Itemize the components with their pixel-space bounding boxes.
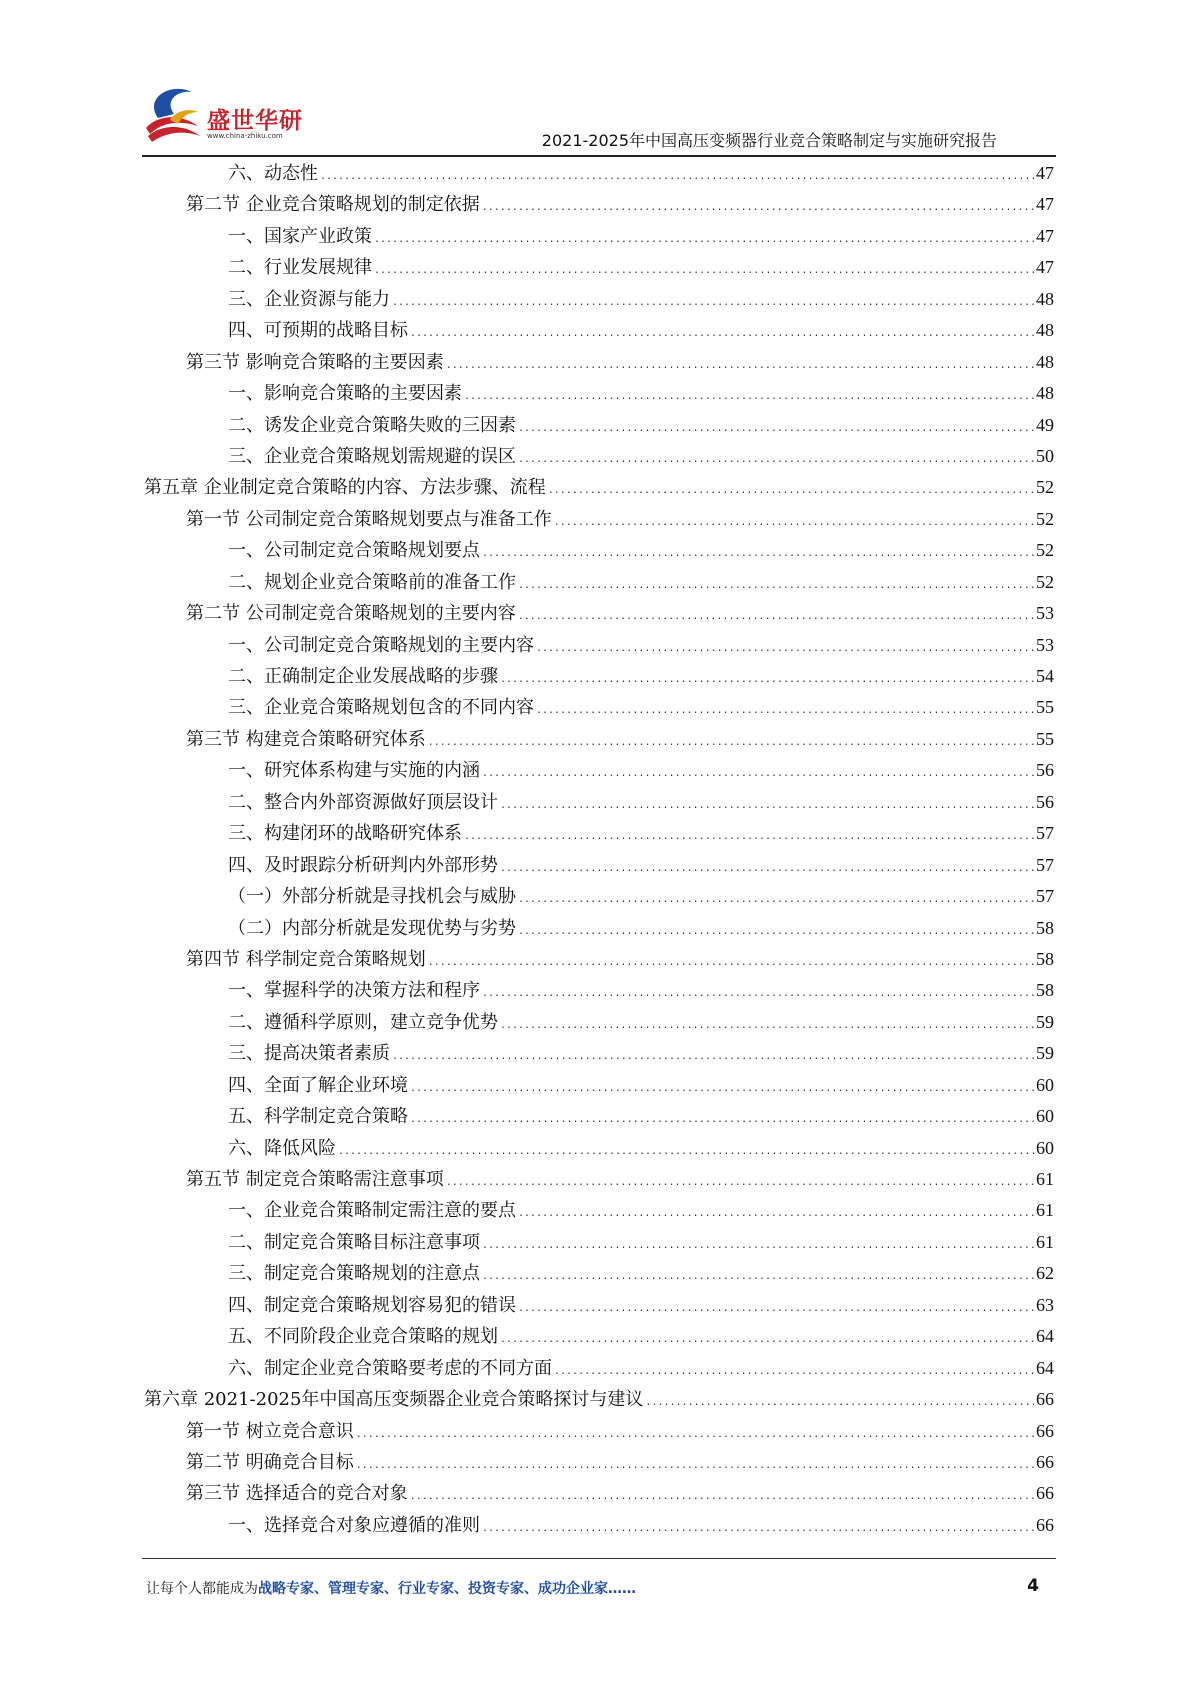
- toc-entry-title: 四、可预期的战略目标: [228, 320, 408, 342]
- toc-dot-leader: [482, 769, 1034, 779]
- toc-entry-page: 58: [1036, 917, 1054, 938]
- toc-entry[interactable]: [144, 1447, 1054, 1478]
- footer-divider: [142, 1558, 1056, 1559]
- toc-entry-title: 第三节 构建竞合策略研究体系: [186, 728, 426, 750]
- toc-entry-title: 第三节 影响竞合策略的主要因素: [186, 351, 444, 373]
- toc-entry[interactable]: [144, 787, 1054, 818]
- toc-dot-leader: [536, 706, 1034, 716]
- toc-dot-leader: [392, 1052, 1034, 1062]
- table-of-contents: [144, 158, 1054, 1541]
- toc-entry-page: 60: [1036, 1137, 1054, 1158]
- toc-entry-title: （一）外部分析就是寻找机会与威胁: [228, 886, 516, 908]
- toc-entry[interactable]: [144, 284, 1054, 315]
- toc-entry-page: 56: [1036, 791, 1054, 812]
- toc-dot-leader: [518, 581, 1034, 591]
- toc-entry[interactable]: [144, 1070, 1054, 1101]
- toc-entry[interactable]: [144, 724, 1054, 755]
- toc-dot-leader: [320, 172, 1034, 182]
- toc-entry[interactable]: [144, 1133, 1054, 1164]
- footer-slogan-prefix: 让每个人都能成为: [146, 1581, 258, 1597]
- toc-entry-page: 59: [1036, 1043, 1054, 1064]
- toc-dot-leader: [518, 1304, 1034, 1314]
- toc-dot-leader: [446, 361, 1034, 371]
- toc-entry-title: 一、公司制定竞合策略规划的主要内容: [228, 634, 534, 656]
- toc-entry-title: 二、遵循科学原则，建立竞争优势: [228, 1011, 498, 1033]
- toc-dot-leader: [410, 1492, 1034, 1502]
- toc-entry-page: 52: [1036, 477, 1054, 498]
- toc-entry-title: 四、全面了解企业环境: [228, 1074, 408, 1096]
- toc-entry-title: 一、影响竞合策略的主要因素: [228, 383, 462, 405]
- toc-entry-title: 一、研究体系构建与实施的内涵: [228, 760, 480, 782]
- toc-entry-page: 66: [1036, 1483, 1054, 1504]
- toc-entry-title: 一、选择竞合对象应遵循的准则: [228, 1514, 480, 1536]
- toc-entry-page: 48: [1036, 320, 1054, 341]
- toc-dot-leader: [518, 612, 1034, 622]
- toc-entry-page: 53: [1036, 634, 1054, 655]
- toc-entry[interactable]: [144, 1195, 1054, 1226]
- toc-dot-leader: [356, 1461, 1034, 1471]
- toc-entry[interactable]: [144, 630, 1054, 661]
- toc-entry[interactable]: [144, 850, 1054, 881]
- toc-entry[interactable]: [144, 378, 1054, 409]
- toc-entry-title: 第一节 树立竞合意识: [186, 1420, 354, 1442]
- toc-dot-leader: [428, 958, 1034, 968]
- toc-dot-leader: [500, 864, 1034, 874]
- toc-entry-title: 三、构建闭环的战略研究体系: [228, 823, 462, 845]
- footer-slogan: [146, 1578, 636, 1598]
- toc-entry-page: 52: [1036, 508, 1054, 529]
- toc-dot-leader: [518, 424, 1034, 434]
- toc-entry-page: 63: [1036, 1294, 1054, 1315]
- toc-dot-leader: [518, 895, 1034, 905]
- toc-entry[interactable]: [144, 1038, 1054, 1069]
- toc-entry-title: 二、制定竞合策略目标注意事项: [228, 1231, 480, 1253]
- toc-entry-title: 第三节 选择适合的竞合对象: [186, 1483, 408, 1505]
- toc-entry-page: 47: [1036, 225, 1054, 246]
- toc-entry[interactable]: [144, 441, 1054, 472]
- toc-dot-leader: [548, 486, 1034, 496]
- toc-dot-leader: [554, 518, 1034, 528]
- toc-entry-title: 四、及时跟踪分析研判内外部形势: [228, 854, 498, 876]
- toc-dot-leader: [500, 1335, 1034, 1345]
- toc-dot-leader: [356, 1430, 1034, 1440]
- toc-entry-page: 58: [1036, 980, 1054, 1001]
- toc-entry[interactable]: [144, 347, 1054, 378]
- toc-entry-page: 57: [1036, 823, 1054, 844]
- toc-entry-title: 第五节 制定竞合策略需注意事项: [186, 1169, 444, 1190]
- toc-entry[interactable]: [144, 1290, 1054, 1321]
- toc-entry-page: 54: [1036, 666, 1054, 686]
- toc-entry[interactable]: [144, 158, 1054, 189]
- toc-entry-title: 六、动态性: [228, 163, 318, 184]
- toc-entry[interactable]: [144, 1478, 1054, 1509]
- toc-entry[interactable]: [144, 661, 1054, 692]
- toc-entry-page: 64: [1036, 1357, 1054, 1378]
- toc-dot-leader: [374, 235, 1034, 245]
- toc-entry-title: 三、企业竞合策略规划需规避的误区: [228, 445, 516, 467]
- toc-entry-page: 52: [1036, 571, 1054, 592]
- toc-entry-page: 60: [1036, 1106, 1054, 1127]
- toc-dot-leader: [410, 329, 1034, 339]
- toc-entry-page: 62: [1036, 1263, 1054, 1284]
- toc-entry-title: 二、正确制定企业发展战略的步骤: [228, 666, 498, 687]
- toc-entry[interactable]: [144, 598, 1054, 629]
- toc-entry[interactable]: [144, 692, 1054, 723]
- toc-dot-leader: [518, 1209, 1034, 1219]
- toc-entry-title: 一、企业竞合策略制定需注意的要点: [228, 1200, 516, 1222]
- toc-entry-title: 三、提高决策者素质: [228, 1043, 390, 1065]
- toc-entry-page: 56: [1036, 760, 1054, 781]
- toc-entry-page: 52: [1036, 540, 1054, 561]
- toc-dot-leader: [446, 1178, 1034, 1188]
- toc-entry-title: 第二节 明确竞合目标: [186, 1451, 354, 1473]
- toc-dot-leader: [500, 801, 1034, 811]
- toc-dot-leader: [482, 203, 1034, 213]
- toc-dot-leader: [428, 738, 1034, 748]
- toc-entry-title: 二、诱发企业竞合策略失败的三因素: [228, 414, 516, 436]
- toc-entry-page: 49: [1036, 414, 1054, 435]
- toc-entry-page: 58: [1036, 948, 1054, 969]
- toc-entry-page: 66: [1036, 1420, 1054, 1441]
- toc-entry-page: 55: [1036, 728, 1054, 749]
- toc-entry[interactable]: [144, 189, 1054, 220]
- header-divider: [142, 155, 1056, 157]
- toc-entry-page: 61: [1036, 1231, 1054, 1252]
- toc-entry-page: 57: [1036, 854, 1054, 875]
- footer-slogan-highlight: 战略专家、管理专家、行业专家、投资专家、成功企业家……: [258, 1581, 636, 1597]
- toc-entry[interactable]: [144, 1101, 1054, 1132]
- toc-entry[interactable]: [144, 1227, 1054, 1258]
- toc-entry-page: 55: [1036, 697, 1054, 718]
- toc-entry-title: 三、制定竞合策略规划的注意点: [228, 1263, 480, 1285]
- toc-entry-page: 47: [1036, 257, 1054, 278]
- toc-dot-leader: [500, 1021, 1034, 1031]
- toc-dot-leader: [464, 392, 1034, 402]
- toc-entry[interactable]: [144, 535, 1054, 566]
- toc-entry[interactable]: [144, 818, 1054, 849]
- toc-entry-title: 五、科学制定竞合策略: [228, 1106, 408, 1128]
- toc-entry[interactable]: [144, 252, 1054, 283]
- toc-entry-title: （二）内部分析就是发现优势与劣势: [228, 917, 516, 939]
- toc-dot-leader: [482, 1524, 1034, 1534]
- toc-entry-page: 64: [1036, 1326, 1054, 1347]
- toc-dot-leader: [482, 989, 1034, 999]
- toc-entry[interactable]: [144, 1510, 1054, 1541]
- toc-entry-page: 48: [1036, 383, 1054, 404]
- toc-entry-title: 第五章 企业制定竞合策略的内容、方法步骤、流程: [144, 477, 546, 499]
- toc-entry[interactable]: [144, 1258, 1054, 1289]
- toc-entry-page: 47: [1036, 194, 1054, 215]
- page-header: [0, 0, 1191, 160]
- toc-entry-title: 一、掌握科学的决策方法和程序: [228, 980, 480, 1002]
- toc-dot-leader: [518, 455, 1034, 465]
- toc-entry[interactable]: [144, 315, 1054, 346]
- report-title: 2021-2025年中国高压变频器行业竞合策略制定与实施研究报告: [541, 131, 997, 150]
- toc-entry-title: 四、制定竞合策略规划容易犯的错误: [228, 1294, 516, 1316]
- toc-dot-leader: [410, 1084, 1034, 1094]
- toc-entry[interactable]: [144, 755, 1054, 786]
- toc-entry-title: 六、制定企业竞合策略要考虑的不同方面: [228, 1357, 552, 1379]
- toc-entry[interactable]: [144, 504, 1054, 535]
- toc-entry[interactable]: [144, 1416, 1054, 1447]
- brand-url: www.china-zhiku.com: [207, 132, 283, 140]
- toc-entry-title: 第六章 2021-2025年中国高压变频器企业竞合策略探讨与建议: [144, 1389, 644, 1411]
- toc-entry-page: 60: [1036, 1074, 1054, 1095]
- toc-entry[interactable]: [144, 1007, 1054, 1038]
- toc-entry[interactable]: [144, 1384, 1054, 1415]
- toc-entry-page: 61: [1036, 1200, 1054, 1221]
- toc-entry[interactable]: [144, 410, 1054, 441]
- toc-entry-title: 一、公司制定竞合策略规划要点: [228, 540, 480, 562]
- toc-entry-page: 66: [1036, 1389, 1054, 1410]
- toc-entry[interactable]: [144, 944, 1054, 975]
- page-number: 4: [1027, 1576, 1039, 1596]
- toc-entry-page: 50: [1036, 445, 1054, 466]
- toc-dot-leader: [536, 644, 1034, 654]
- toc-entry[interactable]: [144, 567, 1054, 598]
- toc-dot-leader: [500, 675, 1034, 685]
- toc-entry-title: 第二节 公司制定竞合策略规划的主要内容: [186, 603, 516, 625]
- toc-entry-page: 66: [1036, 1514, 1054, 1535]
- toc-dot-leader: [338, 1147, 1034, 1157]
- toc-entry-title: 二、整合内外部资源做好顶层设计: [228, 791, 498, 813]
- toc-entry[interactable]: [144, 472, 1054, 503]
- toc-entry[interactable]: [144, 913, 1054, 944]
- toc-dot-leader: [374, 266, 1034, 276]
- toc-entry-title: 三、企业资源与能力: [228, 288, 390, 310]
- toc-entry-page: 66: [1036, 1451, 1054, 1472]
- toc-entry-title: 第二节 企业竞合策略规划的制定依据: [186, 194, 480, 216]
- toc-entry-title: 六、降低风险: [228, 1137, 336, 1159]
- toc-dot-leader: [554, 1367, 1034, 1377]
- toc-dot-leader: [482, 1241, 1034, 1251]
- toc-entry[interactable]: [144, 1353, 1054, 1384]
- toc-entry-title: 二、规划企业竞合策略前的准备工作: [228, 571, 516, 593]
- toc-entry[interactable]: [144, 221, 1054, 252]
- toc-entry-title: 二、行业发展规律: [228, 257, 372, 279]
- toc-dot-leader: [464, 832, 1034, 842]
- toc-entry[interactable]: [144, 975, 1054, 1006]
- toc-entry-page: 47: [1036, 163, 1054, 183]
- toc-entry-page: 59: [1036, 1011, 1054, 1032]
- toc-dot-leader: [645, 1398, 1034, 1408]
- toc-entry-title: 三、企业竞合策略规划包含的不同内容: [228, 697, 534, 719]
- toc-entry[interactable]: [144, 1321, 1054, 1352]
- toc-dot-leader: [482, 549, 1034, 559]
- toc-entry-title: 第四节 科学制定竞合策略规划: [186, 948, 426, 970]
- toc-entry[interactable]: [144, 881, 1054, 912]
- toc-entry-page: 48: [1036, 351, 1054, 372]
- toc-dot-leader: [518, 927, 1034, 937]
- toc-entry[interactable]: [144, 1164, 1054, 1195]
- toc-entry-title: 一、国家产业政策: [228, 225, 372, 247]
- toc-entry-page: 61: [1036, 1169, 1054, 1189]
- toc-dot-leader: [392, 298, 1034, 308]
- toc-entry-title: 第一节 公司制定竞合策略规划要点与准备工作: [186, 508, 552, 530]
- toc-entry-page: 57: [1036, 886, 1054, 907]
- toc-entry-page: 53: [1036, 603, 1054, 624]
- toc-entry-page: 48: [1036, 288, 1054, 309]
- toc-dot-leader: [410, 1115, 1034, 1125]
- toc-dot-leader: [482, 1272, 1034, 1282]
- brand-name: 盛世华研: [207, 108, 303, 134]
- toc-entry-title: 五、不同阶段企业竞合策略的规划: [228, 1326, 498, 1348]
